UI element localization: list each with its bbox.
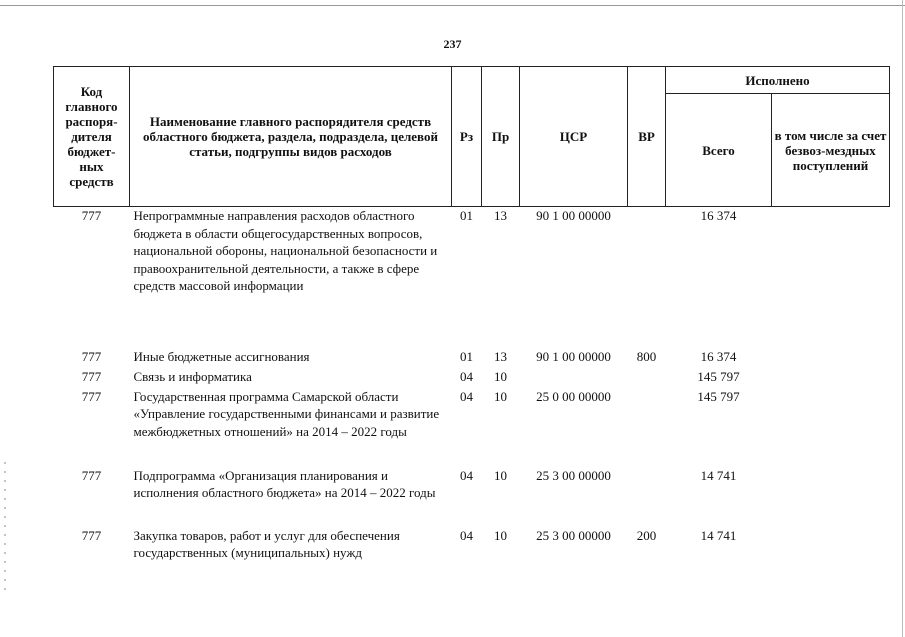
- cell-total: 145 797: [697, 388, 740, 404]
- cell-free: [772, 207, 890, 348]
- cell-name: Закупка товаров, работ и услуг для обеспечения государственных (муниципальных) нужд: [133, 527, 400, 560]
- cell-vr: 800: [636, 348, 657, 364]
- header-rz: Рз: [452, 67, 482, 207]
- cell-name: Связь и информатика: [133, 368, 252, 384]
- cell-name: Подпрограмма «Организация планирования и исполнения областного бюджета» на 2014 – 2022 годы: [133, 467, 436, 500]
- cell-pr: 13: [494, 348, 507, 364]
- cell-code: 777: [81, 527, 102, 543]
- budget-table: [53, 66, 890, 583]
- cell-name: Иные бюджетные ассигнования: [133, 348, 310, 364]
- header-code: Код главного распоря-дителя бюджет-ных средств: [54, 67, 130, 207]
- cell-free: [772, 368, 890, 388]
- cell-free: [772, 527, 890, 583]
- header-vr: ВР: [628, 67, 666, 207]
- cell-vr: [628, 467, 666, 527]
- cell-rz: 04: [460, 368, 473, 384]
- table-row: [54, 467, 890, 527]
- cell-free: [772, 467, 890, 527]
- cell-pr: 10: [494, 467, 507, 483]
- page-number: 237: [443, 37, 462, 51]
- right-edge-rule: [902, 0, 903, 637]
- header-including-free: в том числе за счет безвоз-мездных поступлений: [772, 94, 890, 207]
- header-total: Всего: [666, 94, 772, 207]
- cell-total: 14 741: [700, 527, 737, 543]
- cell-csr: 25 3 00 00000: [536, 527, 611, 543]
- cell-rz: 04: [460, 527, 473, 543]
- cell-csr: 90 1 00 00000: [536, 348, 611, 364]
- table-row: [54, 207, 890, 348]
- cell-csr: 90 1 00 00000: [536, 208, 611, 223]
- cell-code: 777: [81, 388, 102, 404]
- cell-vr: [628, 368, 666, 388]
- cell-code: 777: [81, 208, 102, 223]
- table-row: [54, 348, 890, 368]
- cell-total: 16 374: [700, 348, 737, 364]
- table-row: [54, 388, 890, 467]
- cell-csr: 25 0 00 00000: [536, 388, 611, 404]
- cell-csr: 25 3 00 00000: [536, 467, 611, 483]
- cell-csr: [520, 368, 628, 388]
- cell-rz: 01: [460, 208, 473, 223]
- cell-rz: 04: [460, 388, 473, 404]
- cell-vr: 200: [636, 527, 657, 543]
- cell-total: 16 374: [700, 208, 737, 223]
- cell-free: [772, 348, 890, 368]
- cell-pr: 10: [494, 388, 507, 404]
- table-body: [54, 207, 890, 583]
- header-csr: ЦСР: [520, 67, 628, 207]
- cell-rz: 01: [460, 348, 473, 364]
- cell-name: Непрограммные направления расходов областного бюджета в области общегосударственных вопросов, национальной обороны, национальной безопасности и правоохранительной деятельности, а также в сфере средств массовой информации: [133, 208, 438, 293]
- cell-name: Государственная программа Самарской области «Управление государственными финансами и развитие межбюджетных отношений» на 2014 – 2022 годы: [133, 388, 440, 439]
- header-pr: Пр: [482, 67, 520, 207]
- cell-pr: 10: [494, 368, 507, 384]
- top-rule: [0, 5, 905, 6]
- cell-vr: [628, 207, 666, 348]
- header-name: Наименование главного распорядителя средств областного бюджета, раздела, подраздела, целевой статьи, подгруппы видов расходов: [130, 67, 452, 207]
- table-header: [54, 67, 890, 207]
- table-row: [54, 368, 890, 388]
- header-executed: Исполнено: [666, 67, 890, 94]
- cell-total: 145 797: [697, 368, 740, 384]
- table-row: [54, 527, 890, 583]
- cell-pr: 13: [494, 208, 507, 223]
- cell-pr: 10: [494, 527, 507, 543]
- scan-marks: [4, 462, 6, 592]
- cell-code: 777: [81, 368, 102, 384]
- cell-code: 777: [81, 467, 102, 483]
- cell-total: 14 741: [700, 467, 737, 483]
- cell-vr: [628, 388, 666, 467]
- cell-free: [772, 388, 890, 467]
- cell-code: 777: [81, 348, 102, 364]
- cell-rz: 04: [460, 467, 473, 483]
